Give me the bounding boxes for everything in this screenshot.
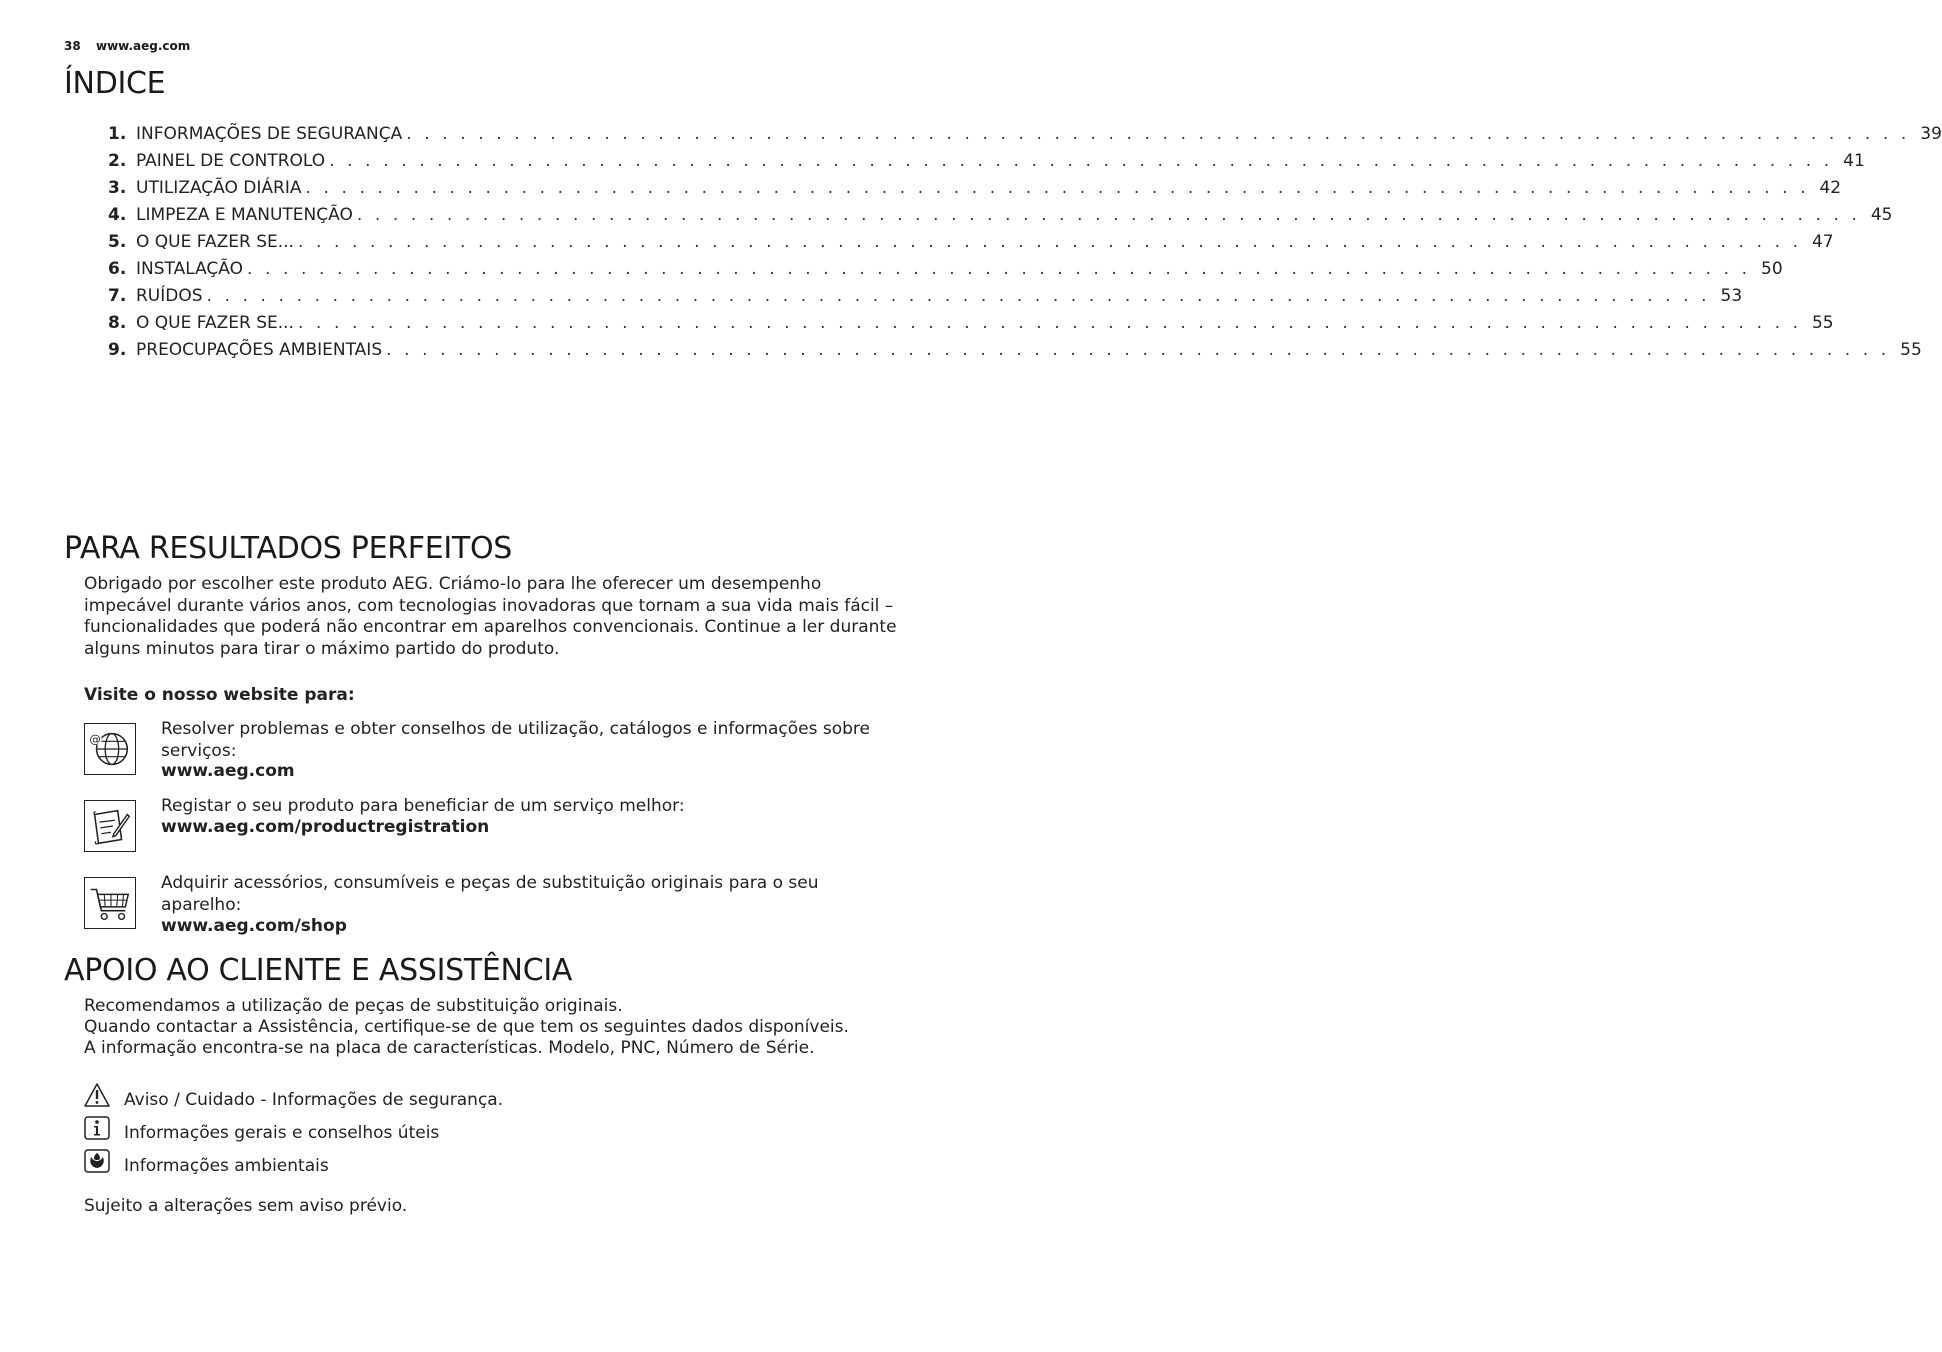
- toc-entry-title: O QUE FAZER SE...: [136, 231, 294, 252]
- toc-entry-number: 2.: [108, 150, 127, 171]
- support-item-text: Resolver problemas e obter conselhos de utilização, catálogos e informações sobre serviços:: [161, 719, 870, 761]
- intro-paragraph: Obrigado por escolher este produto AEG. Criámo-lo para lhe oferecer um desempenho impecável durante vários anos, com tecnologias inovadoras que tornam a sua vida mais fácil – funcionalidades que poderá não encontrar em aparelhos convencionais. Continue a ler durante alguns minutos para tirar o máximo partido do produto.: [84, 574, 897, 659]
- toc-heading: ÍNDICE: [64, 66, 166, 101]
- toc-leader-dots: . . . . . . . . . . . . . . . . . . . . . . . . . . . . . . . . . . . . . . . . . . . . . . . . . . . . . . . . . . . . . . . . . . . . . . . . . . . . . . . . . . . .: [329, 150, 1833, 171]
- toc-entry[interactable]: [108, 120, 1942, 147]
- toc-entry-number: 4.: [108, 204, 127, 225]
- support-line: Recomendamos a utilização de peças de substituição originais.: [84, 996, 623, 1016]
- support-item-link[interactable]: www.aeg.com/shop: [161, 916, 347, 936]
- support-item-text: Registar o seu produto para beneficiar de um serviço melhor:: [161, 796, 685, 816]
- toc-leader-dots: . . . . . . . . . . . . . . . . . . . . . . . . . . . . . . . . . . . . . . . . . . . . . . . . . . . . . . . . . . . . . . . . . . . . . . . . . . . . . . . . . . . .: [386, 339, 1890, 360]
- toc-entry-number: 9.: [108, 339, 127, 360]
- toc-entry-number: 6.: [108, 258, 127, 279]
- toc-entry-page: 55: [1811, 312, 1834, 333]
- toc-entry-title: RUÍDOS: [136, 285, 203, 306]
- shopping-cart-icon: [84, 877, 136, 929]
- toc-entry-page: 47: [1811, 231, 1834, 252]
- toc-entry-page: 39: [1920, 123, 1942, 144]
- toc-entry[interactable]: [108, 174, 1842, 201]
- toc-entry-page: 41: [1843, 150, 1865, 171]
- toc-entry[interactable]: [108, 147, 1865, 174]
- footer-note: Sujeito a alterações sem aviso prévio.: [84, 1196, 408, 1216]
- toc-entry-number: 5.: [108, 231, 127, 252]
- support-item-text: Adquirir acessórios, consumíveis e peças de substituição originais para o seu aparelho:: [161, 873, 819, 915]
- toc-entry[interactable]: [108, 255, 1783, 282]
- toc-entry[interactable]: [108, 282, 1743, 309]
- toc-entry-title: PAINEL DE CONTROLO: [136, 150, 326, 171]
- toc-entry-page: 45: [1870, 204, 1893, 225]
- toc-entry-title: PREOCUPAÇÕES AMBIENTAIS: [136, 339, 383, 360]
- page-number: 38: [64, 39, 81, 53]
- toc-entry[interactable]: [108, 309, 1834, 336]
- customer-support-heading: APOIO AO CLIENTE E ASSISTÊNCIA: [64, 953, 573, 988]
- toc-entry[interactable]: [108, 228, 1834, 255]
- toc-leader-dots: . . . . . . . . . . . . . . . . . . . . . . . . . . . . . . . . . . . . . . . . . . . . . . . . . . . . . . . . . . . . . . . . . . . . . . . . . . . . . . . . . . . .: [297, 231, 1802, 252]
- toc-entry-number: 7.: [108, 285, 127, 306]
- toc-entry-page: 53: [1720, 285, 1743, 306]
- legend-text: Aviso / Cuidado - Informações de segurança.: [124, 1090, 504, 1110]
- header-website: www.aeg.com: [96, 39, 191, 53]
- toc-entry-title: INSTALAÇÃO: [136, 258, 243, 279]
- toc-leader-dots: . . . . . . . . . . . . . . . . . . . . . . . . . . . . . . . . . . . . . . . . . . . . . . . . . . . . . . . . . . . . . . . . . . . . . . . . . . . . . . . . . . . .: [356, 204, 1861, 225]
- legend-text: Informações gerais e conselhos úteis: [124, 1123, 440, 1143]
- toc-entry-page: 55: [1900, 339, 1922, 360]
- toc-leader-dots: . . . . . . . . . . . . . . . . . . . . . . . . . . . . . . . . . . . . . . . . . . . . . . . . . . . . . . . . . . . . . . . . . . . . . . . . . . . . . . . . . . . .: [406, 123, 1910, 144]
- toc-leader-dots: . . . . . . . . . . . . . . . . . . . . . . . . . . . . . . . . . . . . . . . . . . . . . . . . . . . . . . . . . . . . . . . . . . . . . . . . . . . . . . . . . . . .: [206, 285, 1711, 306]
- warning-triangle-icon: [84, 1083, 110, 1107]
- toc-entry-page: 42: [1819, 177, 1842, 198]
- support-item-link[interactable]: www.aeg.com/productregistration: [161, 817, 490, 837]
- toc-leader-dots: . . . . . . . . . . . . . . . . . . . . . . . . . . . . . . . . . . . . . . . . . . . . . . . . . . . . . . . . . . . . . . . . . . . . . . . . . . . . . . . . . . . .: [305, 177, 1810, 198]
- legend-text: Informações ambientais: [124, 1156, 329, 1176]
- svg-text:@: @: [89, 732, 101, 747]
- table-of-contents: [108, 120, 1942, 363]
- toc-entry-title: LIMPEZA E MANUTENÇÃO: [136, 204, 353, 225]
- support-item-link[interactable]: www.aeg.com: [161, 761, 295, 781]
- support-line: Quando contactar a Assistência, certifique-se de que tem os seguintes dados disponíveis.: [84, 1017, 849, 1037]
- visit-label: Visite o nosso website para:: [84, 685, 355, 705]
- toc-leader-dots: . . . . . . . . . . . . . . . . . . . . . . . . . . . . . . . . . . . . . . . . . . . . . . . . . . . . . . . . . . . . . . . . . . . . . . . . . . . . . . . . . . . .: [297, 312, 1802, 333]
- toc-entry-title: O QUE FAZER SE...: [136, 312, 294, 333]
- toc-entry-title: INFORMAÇÕES DE SEGURANÇA: [136, 123, 403, 144]
- toc-entry[interactable]: [108, 336, 1922, 363]
- toc-entry-title: UTILIZAÇÃO DIÁRIA: [136, 177, 302, 198]
- toc-entry-page: 50: [1761, 258, 1783, 279]
- environment-leaf-icon: [84, 1149, 110, 1173]
- info-icon: [84, 1116, 110, 1140]
- support-line: A informação encontra-se na placa de características. Modelo, PNC, Número de Série.: [84, 1038, 815, 1058]
- perfect-results-heading: PARA RESULTADOS PERFEITOS: [64, 531, 513, 566]
- toc-entry-number: 8.: [108, 312, 127, 333]
- toc-entry-number: 3.: [108, 177, 127, 198]
- toc-entry-number: 1.: [108, 123, 127, 144]
- registration-form-icon: [84, 800, 136, 852]
- globe-at-icon: [84, 723, 136, 775]
- toc-entry[interactable]: [108, 201, 1893, 228]
- toc-leader-dots: . . . . . . . . . . . . . . . . . . . . . . . . . . . . . . . . . . . . . . . . . . . . . . . . . . . . . . . . . . . . . . . . . . . . . . . . . . . . . . . . . . . .: [247, 258, 1751, 279]
